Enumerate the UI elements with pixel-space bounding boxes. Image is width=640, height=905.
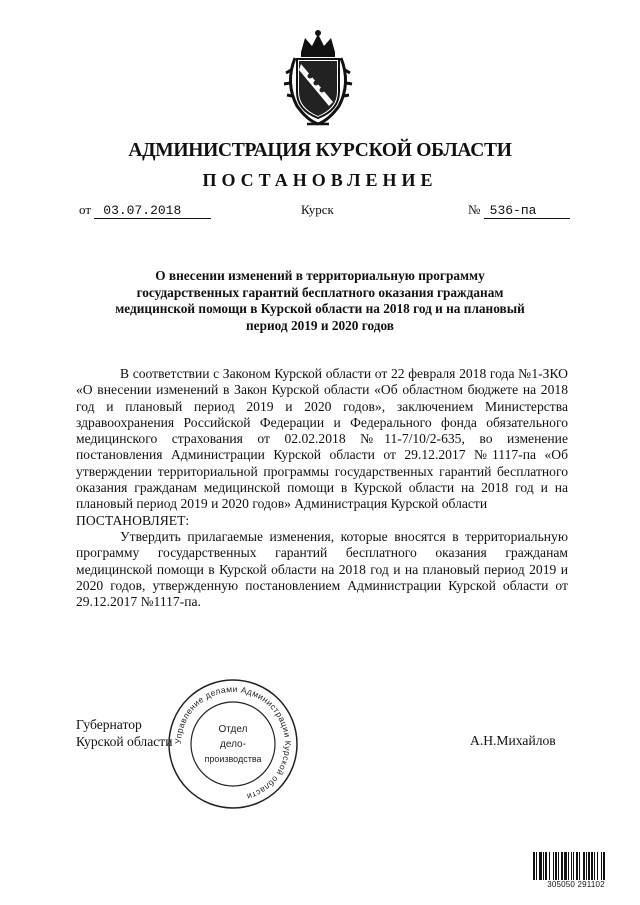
stamp-center-text: дело- xyxy=(220,739,246,750)
subject-line: О внесении изменений в территориальную программу xyxy=(155,268,485,283)
document-date xyxy=(79,202,219,219)
document-subject xyxy=(70,268,570,334)
document-number xyxy=(468,202,570,219)
barcode-icon xyxy=(532,852,620,896)
position-line: Губернатор xyxy=(76,717,142,732)
date-value: 03.07.2018 xyxy=(94,203,211,219)
coat-of-arms-icon xyxy=(283,28,353,128)
subject-line: государственных гарантий бесплатного оказания гражданам xyxy=(136,284,504,300)
stamp-center-text: Отдел xyxy=(218,724,248,735)
document-body xyxy=(76,366,568,610)
document-city: Курск xyxy=(301,202,334,217)
number-label: № xyxy=(468,202,481,217)
subject-line: период 2019 и 2020 годов xyxy=(246,317,394,333)
organization-title: АДМИНИСТРАЦИЯ КУРСКОЙ ОБЛАСТИ xyxy=(128,140,512,161)
body-paragraph: Утвердить прилагаемые изменения, которые вносятся в территориальную программу государственных гарантий бесплатного оказания гражданам медицинской помощи в Курской области на 2018 год и на плановый период 2019 и 2020 годов, утвержденную постановлением Администрации Курской области от 29.12.2017 №1117-па. xyxy=(76,528,568,610)
document-type: ПОСТАНОВЛЕНИЕ xyxy=(202,170,438,190)
date-label: от xyxy=(79,202,92,217)
signatory-position xyxy=(76,716,173,750)
resolves-keyword: ПОСТАНОВЛЯЕТ: xyxy=(76,512,190,528)
number-value: 536-па xyxy=(484,203,570,219)
stamp-ring-text: Управление делами Администрации Курской области xyxy=(172,683,294,803)
barcode-number: 305050 291102 xyxy=(532,880,620,889)
signatory-name: А.Н.Михайлов xyxy=(470,733,556,748)
official-stamp xyxy=(166,677,300,811)
position-line: Курской области xyxy=(76,734,173,749)
body-paragraph: В соответствии с Законом Курской области от 22 февраля 2018 года №1-ЗКО «О внесении изменений в Закон Курской области «Об областном бюджете на 2018 год и плановый период 2019 и 2020 годов», заключением Министерства здравоохранения Российской Федерации и Федерального фонда обязательного медицинского страхования от 02.02.2018 №11-7/10/2-635, во изменение постановления Администрации Курской области от 29.12.2017 №1117-па «Об утверждении территориальной программы государственных гарантий бесплатного оказания гражданам медицинской помощи в Курской области на 2018 год и на плановый период 2019 и 2020 годов» Администрация Курской области xyxy=(76,366,568,512)
subject-line: медицинской помощи в Курской области на 2018 год и на плановый xyxy=(115,301,525,316)
stamp-center-text: производства xyxy=(204,754,262,764)
